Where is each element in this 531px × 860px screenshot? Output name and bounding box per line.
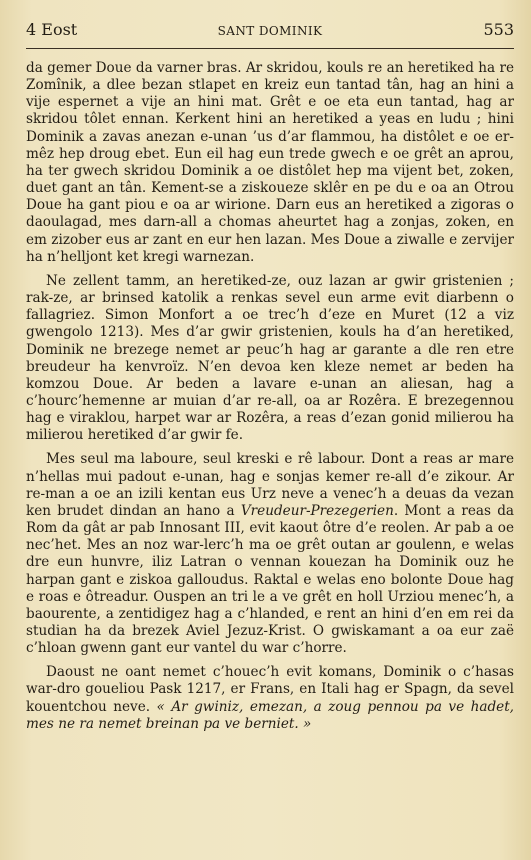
paragraph-4-italic-quote: « Ar gwiniz, emezan, a zoug pennou pa ve hadet, mes ne ra nemet breinan pa ve berniet. » [26, 698, 514, 732]
paragraph-2: Ne zellent tamm, an heretiked-ze, ouz lazan ar gwir gristenien ; rak-ze, ar brinsed katolik a renkas sevel eun arme evit diarbenn o fallagriez. Simon Monfort a oe trec’h d’eze en Muret (12 a viz gwengolo 1213). Mes d’ar gwir gristenien, kouls ha d’an heretiked, Dominik ne brezege nemet ar peuc’h hag ar garante a dle ren etre breudeur ha kenvroïz. N’en devoa ken kleze nemet ar beden ha komzou Doue. Ar beden a lavare e-unan an aliesan, hag a c’hourc’hemenne ar muian d’ar re-all, oa ar Rozêra. E brezegennou hag e viraklou, harpet war ar Rozêra, a reas d’ezan gonid milierou ha milierou heretiked d’ar gwir fe. [26, 272, 514, 444]
running-header [26, 18, 514, 49]
header-date: 4 Eost [26, 20, 78, 39]
paragraph-1: da gemer Doue da varner bras. Ar skridou, kouls re an heretiked ha re Zomînik, a dlee bezan stlapet en kreiz eun tantad tân, hag an hini a vije espernet a vije an hini mat. Grêt e oe eta eun tantad, hag ar skridou tôlet ennan. Kerkent hini an heretiked a yeas en ludu ; hini Dominik a zavas anezan e-unan ’us d’ar flammou, ha distôlet e oe er-mêz hep droug ebet. Eun eil hag eun trede gwech e oe grêt an aprou, ha ter gwech skridou Dominik a oe distôlet hep ma vijent bet, zoken, duet gant an tân. Kement-se a ziskoueze sklêr en pe du e oa an Otrou Doue ha gant piou e oa ar wirione. Darn eus an heretiked a zigoras o daoulagad, mes darn-all a chomas aheurtet hag a zonjas, zoken, en em zizober eus ar zant en eur hen lazan. Mes Doue a ziwalle e zervijer ha n’helljont ket kregi warnezan. [26, 60, 514, 265]
paragraph-3-italic-term: Vreudeur-Prezegerien [240, 502, 394, 519]
header-title: SANT DOMINIK [217, 24, 323, 38]
paragraph-3 [26, 451, 514, 657]
paragraph-4 [26, 664, 514, 733]
paragraph-3-text-after: . Mont a reas da Rom da gât ar pab Innosant III, evit kaout ôtre d’e reolen. Ar pab a oe nec’het. Mes an noz war-lerc’h ma oe grêt outan ar goulenn, e welas dre eun hunvre, iliz Latran o vennan kouezan ha Dominik ouz he harpan gant e ziskoa galloudus. Raktal e welas eno bolonte Doue hag e roas e ôtreadur. Ouspen an tri le a ve grêt en holl Urziou menec’h, a baourente, a zentidigez hag a c’hlanded, e rent an hini d’en em rei da studian ha da brezek Aviel Jezuz-Krist. O gwiskamant a oa eur zaë c’hloan gwenn gant eur vantel du war c’horre. [26, 502, 514, 657]
page-number: 553 [483, 20, 514, 39]
paragraph-3-text-before: Mes seul ma laboure, seul kreski e rê labour. Dont a reas ar mare n’hellas mui padout e-unan, hag e sonjas kemer re-all d’e zikour. Ar re-man a oe an izili kentan eus Urz neve a venec’h a deuas da vezan ken brudet dindan an hano a [26, 451, 514, 519]
body-text [26, 60, 514, 733]
paragraph-4-text-before: Daoust ne oant nemet c’houec’h evit komans, Dominik o c’hasas war-dro goueliou Pask 1217, er Frans, en Itali hag er Spagn, da sevel kouentchou neve. [26, 664, 514, 715]
